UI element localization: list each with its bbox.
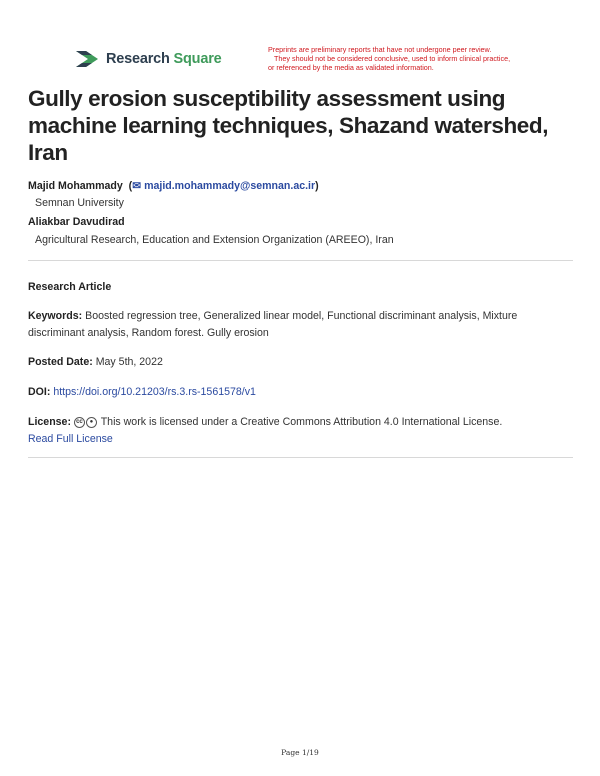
creative-commons-icon: cc [74, 417, 85, 428]
author-affiliation: Agricultural Research, Education and Extension Organization (AREEO), Iran [35, 234, 394, 246]
author-2 [28, 216, 125, 228]
author-name: Majid Mohammady [28, 180, 123, 192]
keywords-label: Keywords: [28, 310, 83, 322]
keywords [28, 308, 573, 342]
logo-wordmark: Research Square [106, 51, 222, 67]
research-square-logo[interactable] [74, 48, 222, 70]
article-type: Research Article [28, 281, 112, 293]
license [28, 414, 573, 448]
author-1 [28, 180, 319, 192]
author-affiliation: Semnan University [35, 197, 124, 209]
posted-date-value: May 5th, 2022 [95, 356, 163, 368]
doi-label: DOI: [28, 386, 51, 398]
preprint-notice-line: or referenced by the media as validated information. [268, 63, 434, 73]
divider [28, 457, 573, 458]
page-number: Page 1/19 [281, 748, 319, 757]
keywords-value: Boosted regression tree, Generalized linear model, Functional discriminant analysis, Mixture discriminant analysis, Random forest. Gully erosion [28, 310, 518, 339]
doi-link[interactable]: https://doi.org/10.21203/rs.3.rs-1561578/v1 [53, 386, 256, 398]
attribution-icon: ● [86, 417, 97, 428]
research-square-logo-icon [74, 48, 100, 70]
posted-date [28, 354, 573, 371]
author-email-link[interactable]: majid.mohammady@semnan.ac.ir [144, 180, 316, 192]
author-name: Aliakbar Davudirad [28, 216, 125, 228]
author-email[interactable]: (✉ majid.mohammady@semnan.ac.ir) [125, 180, 319, 192]
doi [28, 384, 573, 401]
read-full-license-link[interactable]: Read Full License [28, 433, 113, 445]
paper-title: Gully erosion susceptibility assessment using machine learning techniques, Shazand watershed, Iran [28, 86, 549, 165]
license-text: This work is licensed under a Creative Commons Attribution 4.0 International License. [100, 416, 503, 428]
license-label: License: [28, 416, 71, 428]
preprint-notice-line: Preprints are preliminary reports that have not undergone peer review. [268, 45, 492, 54]
posted-date-label: Posted Date: [28, 356, 93, 368]
divider [28, 260, 573, 261]
email-icon: ✉ [132, 180, 142, 192]
preprint-notice-line: They should not be considered conclusive, used to inform clinical practice, [274, 54, 511, 64]
preprint-notice [268, 45, 538, 73]
